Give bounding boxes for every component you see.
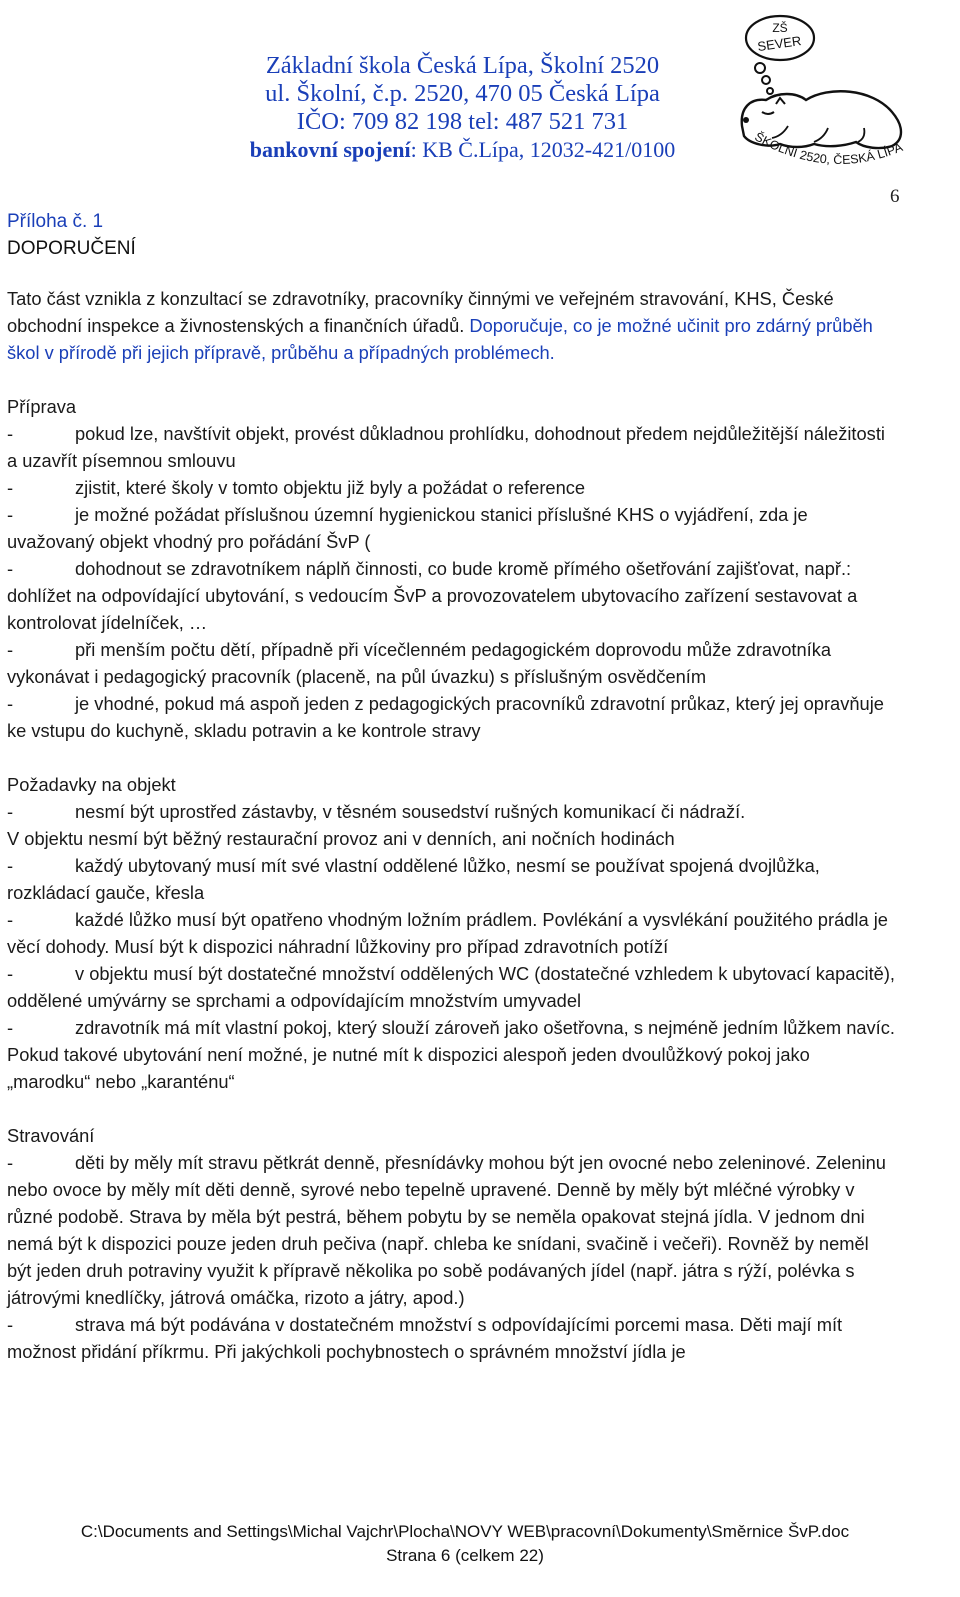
list-item: - je vhodné, pokud má aspoň jeden z pedagogických pracovníků zdravotní průkaz, který jej opravňuje ke vstupu do kuchyně, skladu potravin a ke kontrole stravy	[7, 693, 884, 741]
list-item: - nesmí být uprostřed zástavby, v těsném sousedství rušných komunikací či nádraží.	[7, 801, 746, 822]
attachment-number: Příloha č. 1	[7, 211, 104, 232]
school-header	[220, 52, 705, 164]
school-name: Základní škola Česká Lípa, Školní 2520	[265, 52, 660, 79]
list-item: - pokud lze, navštívit objekt, provést důkladnou prohlídku, dohodnout předem nejdůležitější náležitosti a uzavřít písemnou smlouvu	[7, 423, 885, 471]
school-contacts: IČO: 709 82 198 tel: 487 521 731	[296, 108, 629, 135]
section-heading-priprava: Příprava	[7, 396, 77, 417]
logo-arc-text: ŠKOLNÍ 2520, ČESKÁ LÍPA	[752, 129, 905, 167]
intro-paragraph: Tato část vznikla z konzultací se zdravotníky, pracovníky činnými ve veřejném stravování, KHS, České obchodní inspekce a živnostenských a finančních úřadů. Doporučuje, co je možné učinit pro zdárný průběh škol v přírodě při jejich přípravě, průběhu a případných problémech.	[7, 288, 873, 363]
list-item: - zdravotník má mít vlastní pokoj, který slouží zároveň jako ošetřovna, s nejméně jedním lůžkem navíc. Pokud takové ubytování není možné, je nutné mít k dispozici alespoň jeden dvoulůžkový pokoj jako „marodku“ nebo „karanténu“	[7, 1017, 895, 1092]
document-body	[7, 285, 897, 1365]
section-heading-stravovani: Stravování	[7, 1125, 95, 1146]
footer-file-path: C:\Documents and Settings\Michal Vajchr\Plocha\NOVY WEB\pracovní\Dokumenty\Směrnice ŠvP.doc	[80, 1522, 850, 1541]
list-item: - v objektu musí být dostatečné množství oddělených WC (dostatečné vzhledem k ubytovací kapacitě), oddělené umývárny se sprchami a odpovídajícím množstvím umyvadel	[7, 963, 896, 1011]
svg-text:SEVER: SEVER	[756, 33, 803, 55]
list-item: - děti by měly mít stravu pětkrát denně, přesnídávky mohou být jen ovocné nebo zeleninové. Zeleninu nebo ovoce by měly mít děti denně, syrové nebo tepelně upravené. Denně by měly být mléčné výrobky v různé podobě. Strava by měla být pestrá, během pobytu by se neměla opakovat stejná jídla. V jednom dni nemá být k dispozici pouze jeden druh pečiva (např. chleba ke snídani, svačině i večeři). Rovněž by neměl být jeden druh potraviny využit k přípravě několika po sobě podávaných jídel (např. játra s rýží, polévka s játrovými knedlíčky, játrová omáčka, rizoto a játry, apod.)	[7, 1152, 886, 1308]
list-item: - je možné požádat příslušnou územní hygienickou stanici příslušné KHS o vyjádření, zda je uvažovaný objekt vhodný pro pořádání ŠvP (	[7, 504, 808, 552]
list-item: - každý ubytovaný musí mít své vlastní oddělené lůžko, nesmí se používat spojená dvojlůžka, rozkládací gauče, křesla	[7, 855, 820, 903]
logo-bubble-text: ZŠ	[772, 21, 788, 35]
page-footer	[0, 1520, 930, 1568]
list-item: - každé lůžko musí být opatřeno vhodným ložním prádlem. Povlékání a vysvlékání použitého prádla je věcí dohody. Musí být k dispozici náhradní lůžkoviny pro případ zdravotních potíží	[7, 909, 888, 957]
section-heading-objekt: Požadavky na objekt	[7, 774, 176, 795]
page-number: 6	[890, 186, 900, 207]
school-logo	[732, 8, 912, 174]
attachment-title: DOPORUČENÍ	[7, 238, 136, 259]
list-item: - dohodnout se zdravotníkem náplň činnosti, co bude kromě přímého ošetřování zajišťovat, např.: dohlížet na odpovídající ubytování, s vedoucím ŠvP a provozovatelem ubytovacího zařízení sestavovat a kontrolovat jídelníček, …	[7, 558, 858, 633]
footer-page-count: Strana 6 (celkem 22)	[386, 1546, 544, 1565]
list-item-continuation: V objektu nesmí být běžný restaurační provoz ani v denních, ani nočních hodinách	[7, 828, 675, 849]
list-item: - strava má být podávána v dostatečném množství s odpovídajícími porcemi masa. Děti mají mít možnost přidání příkrmu. Při jakýchkoli pochybnostech o správném množství jídla je	[7, 1314, 843, 1362]
list-item: - při menším počtu dětí, případně při vícečlenném pedagogickém doprovodu může zdravotníka vykonávat i pedagogický pracovník (placeně, na půl úvazku) s příslušným osvědčením	[7, 639, 832, 687]
list-item: - zjistit, které školy v tomto objektu již byly a požádat o reference	[7, 477, 586, 498]
attachment-label	[7, 208, 136, 262]
school-bank: bankovní spojení: KB Č.Lípa, 12032-421/0100	[249, 137, 676, 162]
school-address: ul. Školní, č.p. 2520, 470 05 Česká Lípa	[265, 80, 660, 107]
